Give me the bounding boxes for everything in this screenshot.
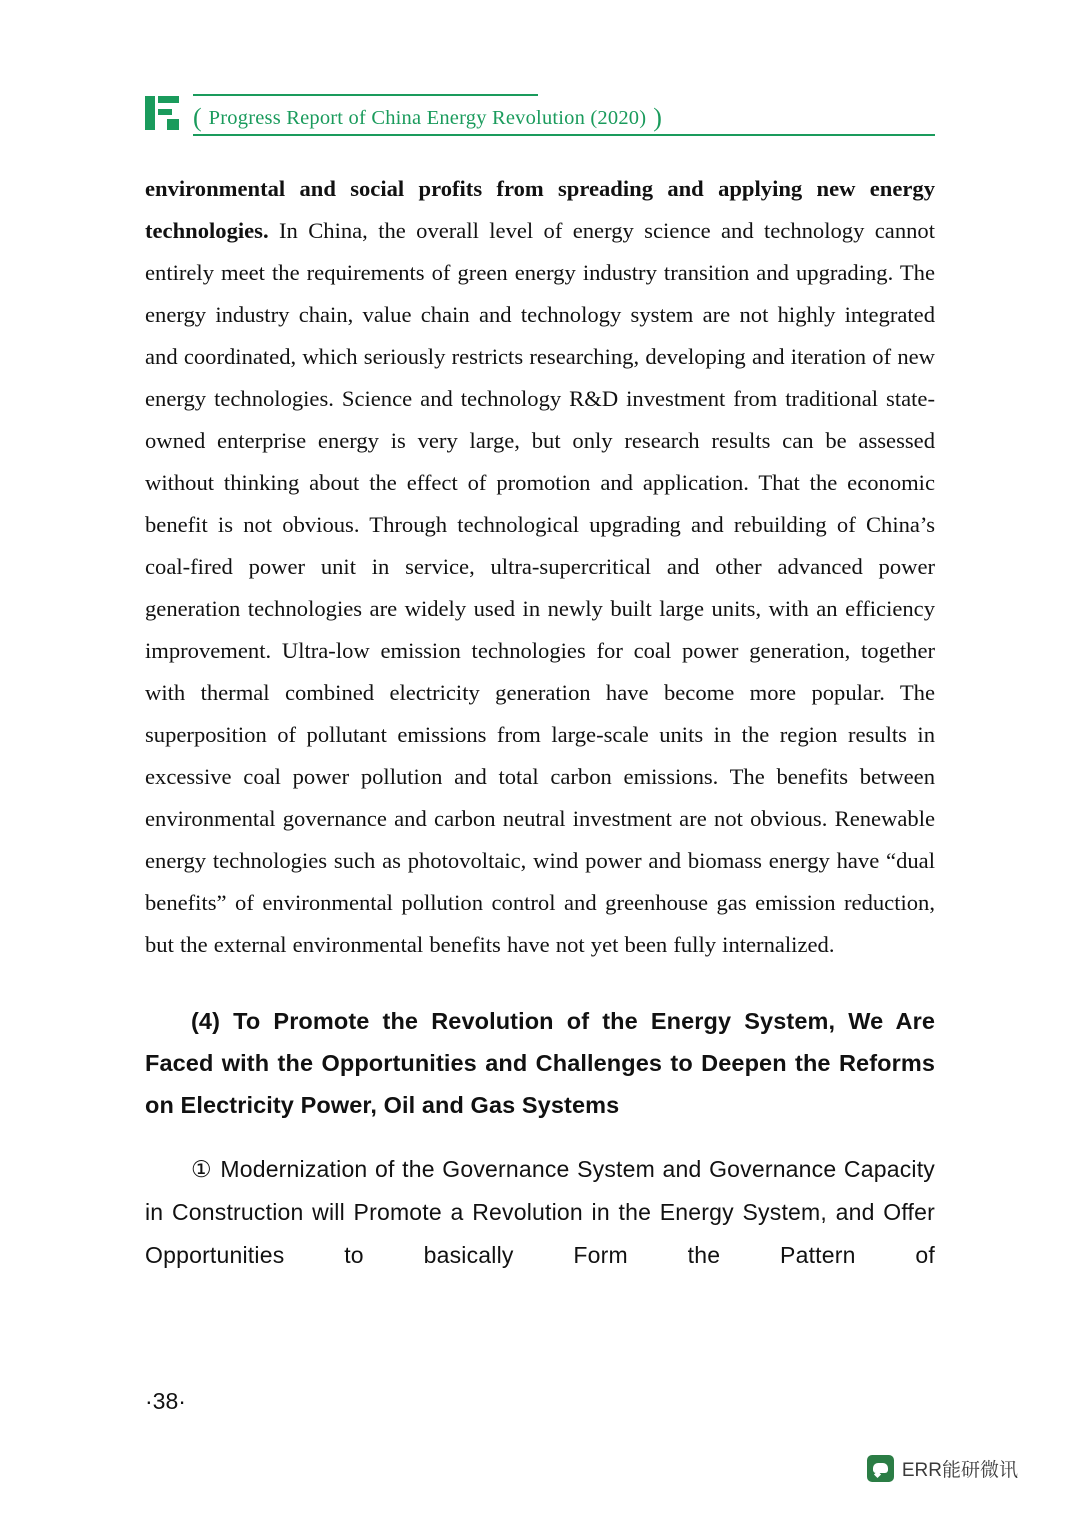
circled-number-marker: ① xyxy=(191,1156,213,1182)
watermark xyxy=(867,1455,1018,1482)
header-rule-bottom xyxy=(193,134,935,136)
numbered-subsection-paragraph xyxy=(145,1148,935,1277)
page-content xyxy=(145,168,935,1277)
page-title: Progress Report of China Energy Revolution (2020) xyxy=(208,106,647,129)
body-paragraph xyxy=(145,168,935,966)
paragraph-lead-bold: environmental and social profits from spreading and applying new energy technologies. xyxy=(145,176,935,243)
numbered-subsection-text: Modernization of the Governance System and Governance Capacity in Construction will Promote a Revolution in the Energy System, and Offer Opportunities to basically Form the Pattern of xyxy=(145,1156,936,1268)
paragraph-body-text: In China, the overall level of energy science and technology cannot entirely meet the requirements of green energy industry transition and upgrading. The energy industry chain, value chain and technology system are not highly integrated and coordinated, which seriously restricts researching, developing and iteration of new energy technologies. Science and technology R&D investment from traditional state-owned enterprise energy is very large, but only research results can be assessed without thinking about the effect of promotion and application. That the economic benefit is not obvious. Through technological upgrading and rebuilding of China’s coal-fired power unit in service, ultra-supercritical and other advanced power generation technologies are widely used in newly built large units, with an efficiency improvement. Ultra-low emission technologies for coal power generation, together with thermal combined electricity generation have become more popular. The superposition of pollutant emissions from large-scale units in the region results in excessive coal power pollution and total carbon emissions. The benefits between environmental governance and carbon neutral investment are not obvious. Renewable energy technologies such as photovoltaic, wind power and biomass energy have “dual benefits” of environmental pollution control and greenhouse gas emission reduction, but the external environmental benefits have not yet been fully internalized. xyxy=(145,218,935,957)
header-close-paren: ) xyxy=(653,103,662,132)
err-logo-icon xyxy=(145,96,179,130)
header-rule-top xyxy=(193,94,538,96)
page-number: ·38· xyxy=(145,1388,186,1414)
wechat-badge-icon xyxy=(867,1455,894,1482)
header-open-paren: ( xyxy=(193,103,202,132)
page-header xyxy=(145,82,935,140)
section-heading: (4) To Promote the Revolution of the Energy System, We Are Faced with the Opportunities and Challenges to Deepen the Reforms on Electricity Power, Oil and Gas Systems xyxy=(145,1008,935,1118)
header-title-group xyxy=(193,102,662,134)
watermark-label: ERR能研微讯 xyxy=(901,1460,1018,1481)
